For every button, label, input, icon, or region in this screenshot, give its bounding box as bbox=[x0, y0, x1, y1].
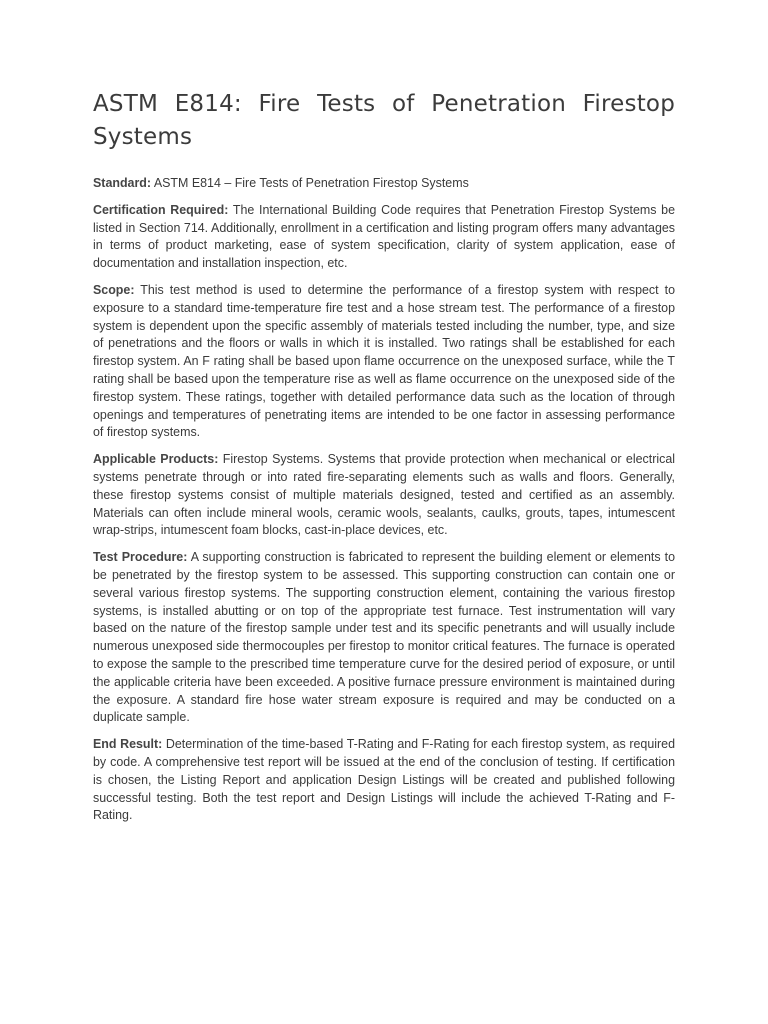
section-label: Certification Required: bbox=[93, 202, 229, 217]
section-applicable-products bbox=[93, 451, 675, 540]
section-label: Scope: bbox=[93, 282, 135, 297]
section-text: Determination of the time-based T-Rating and F-Rating for each firestop system, as required by code. A comprehensive test report will be issued at the end of the conclusion of testing. If certification is chosen, the Listing Report and application Design Listings will be created and published following successful testing. Both the test report and Design Listings will include the achieved T-Rating and F-Rating. bbox=[93, 737, 675, 823]
section-text: ASTM E814 – Fire Tests of Penetration Firestop Systems bbox=[151, 176, 469, 190]
section-scope bbox=[93, 282, 675, 442]
section-test-procedure bbox=[93, 549, 675, 727]
section-text: A supporting construction is fabricated to represent the building element or elements to be penetrated by the firestop system to be assessed. This supporting construction can contain one or several various firestop systems. The supporting construction element, containing the various firestop systems, is installed abutting or on top of the appropriate test furnace. Test instrumentation will vary based on the nature of the firestop sample under test and its specific penetrants and will usually include numerous unexposed side thermocouples per firestop to monitor critical features. The furnace is operated to expose the sample to the prescribed time temperature curve for the desired period of exposure, or until the applicable criteria have been exceeded. A positive furnace pressure environment is maintained during the exposure. A standard fire hose water stream exposure is required and may be conducted on a duplicate sample. bbox=[93, 550, 675, 725]
section-end-result bbox=[93, 736, 675, 825]
document-page bbox=[93, 88, 675, 834]
section-certification-required bbox=[93, 202, 675, 273]
section-label: Test Procedure: bbox=[93, 550, 188, 565]
document-title: ASTM E814: Fire Tests of Penetration Firestop Systems bbox=[93, 91, 675, 150]
section-standard bbox=[93, 175, 675, 193]
section-text: Firestop Systems. Systems that provide protection when mechanical or electrical systems penetrate through or into rated fire-separating elements such as walls and floors. Generally, these firestop systems consist of multiple materials designed, tested and certified as an assembly. Materials can often include mineral wools, ceramic wools, sealants, caulks, grouts, tapes, intumescent wrap-strips, intumescent foam blocks, cast-in-place devices, etc. bbox=[93, 452, 675, 538]
section-text: The International Building Code requires that Penetration Firestop Systems be listed in Section 714. Additionally, enrollment in a certification and listing program offers many advantages in terms of product marketing, ease of system specification, clarity of system application, ease of documentation and installation inspection, etc. bbox=[93, 202, 676, 271]
section-label: End Result: bbox=[93, 737, 163, 752]
section-text: This test method is used to determine the performance of a firestop system with respect to exposure to a standard time-temperature fire test and a hose stream test. The performance of a firestop system is dependent upon the specific assembly of materials tested including the number, type, and size of penetrations and the floors or walls in which it is installed. Two ratings shall be established for each firestop system. An F rating shall be based upon flame occurrence on the unexposed surface, while the T rating shall be based upon the temperature rise as well as flame occurrence on the unexposed side of the firestop system. These ratings, together with detailed performance data such as the location of through openings and temperatures of penetrating items are intended to be one factor in assessing performance of firestop systems. bbox=[93, 282, 675, 440]
section-label: Applicable Products: bbox=[93, 452, 219, 467]
section-label: Standard: bbox=[93, 176, 152, 190]
